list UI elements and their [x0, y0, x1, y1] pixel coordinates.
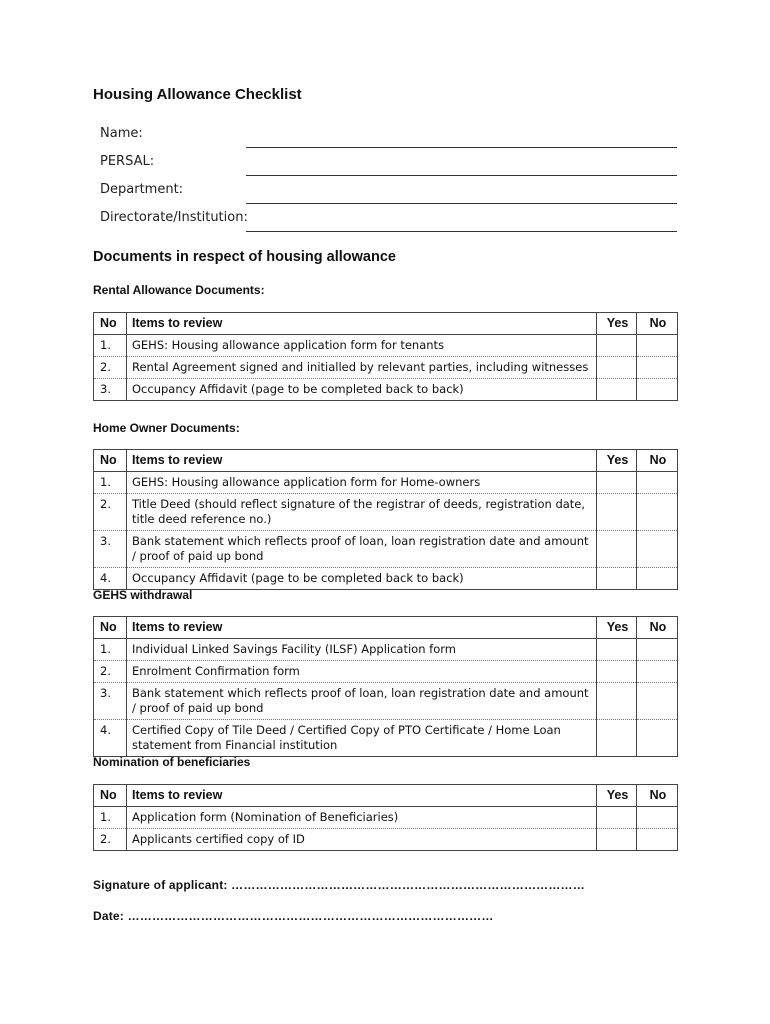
col-items-header: Items to review: [127, 450, 597, 472]
yes-checkbox-cell[interactable]: [597, 661, 637, 683]
yes-checkbox-cell[interactable]: [597, 494, 637, 531]
table-row: [94, 683, 678, 720]
row-item: Bank statement which reflects proof of loan, loan registration date and amount / proof of paid up bond: [127, 531, 597, 568]
department-label: Department:: [100, 182, 184, 197]
no-checkbox-cell[interactable]: [637, 379, 678, 401]
table-row: [94, 829, 678, 851]
table-row: [94, 357, 678, 379]
row-item: Certified Copy of Tile Deed / Certified Copy of PTO Certificate / Home Loan statement from Financial institution: [127, 720, 597, 757]
row-item: GEHS: Housing allowance application form for Home-owners: [127, 472, 597, 494]
gehs-table: [93, 616, 678, 757]
yes-checkbox-cell[interactable]: [597, 531, 637, 568]
table-row: [94, 379, 678, 401]
row-number: 3.: [94, 683, 127, 720]
row-number: 1.: [94, 472, 127, 494]
col-no-header: No: [94, 450, 127, 472]
row-number: 1.: [94, 807, 127, 829]
yes-checkbox-cell[interactable]: [597, 720, 637, 757]
no-checkbox-cell[interactable]: [637, 829, 678, 851]
signature-line[interactable]: [93, 878, 585, 892]
row-number: 2.: [94, 494, 127, 531]
col-yes-header: Yes: [597, 450, 637, 472]
row-number: 3.: [94, 531, 127, 568]
yes-checkbox-cell[interactable]: [597, 472, 637, 494]
yes-checkbox-cell[interactable]: [597, 683, 637, 720]
table-row: [94, 568, 678, 590]
yes-checkbox-cell[interactable]: [597, 807, 637, 829]
row-number: 2.: [94, 661, 127, 683]
yes-checkbox-cell[interactable]: [597, 829, 637, 851]
row-item: Enrolment Confirmation form: [127, 661, 597, 683]
rental-table: [93, 312, 678, 401]
col-items-header: Items to review: [127, 313, 597, 335]
row-item: Occupancy Affidavit (page to be completed back to back): [127, 379, 597, 401]
page-title: Housing Allowance Checklist: [93, 86, 302, 103]
name-label: Name:: [100, 126, 143, 141]
col-yes-header: Yes: [597, 617, 637, 639]
yes-checkbox-cell[interactable]: [597, 379, 637, 401]
table-row: [94, 720, 678, 757]
row-number: 4.: [94, 568, 127, 590]
row-item: Occupancy Affidavit (page to be completed back to back): [127, 568, 597, 590]
nomination-heading: Nomination of beneficiaries: [93, 755, 251, 769]
no-checkbox-cell[interactable]: [637, 807, 678, 829]
row-number: 1.: [94, 335, 127, 357]
row-item: Individual Linked Savings Facility (ILSF) Application form: [127, 639, 597, 661]
date-label: Date:: [93, 909, 125, 923]
home-owner-table: [93, 449, 678, 590]
date-line[interactable]: [93, 909, 494, 923]
persal-label: PERSAL:: [100, 154, 155, 169]
col-no-header: No: [94, 785, 127, 807]
col-no-answer-header: No: [637, 450, 678, 472]
row-number: 3.: [94, 379, 127, 401]
no-checkbox-cell[interactable]: [637, 357, 678, 379]
yes-checkbox-cell[interactable]: [597, 568, 637, 590]
col-yes-header: Yes: [597, 313, 637, 335]
table-row: [94, 335, 678, 357]
row-item: Title Deed (should reflect signature of the registrar of deeds, registration date, title deed reference no.): [127, 494, 597, 531]
row-number: 2.: [94, 357, 127, 379]
col-no-answer-header: No: [637, 785, 678, 807]
col-yes-header: Yes: [597, 785, 637, 807]
no-checkbox-cell[interactable]: [637, 639, 678, 661]
table-header-row: [94, 785, 678, 807]
table-row: [94, 807, 678, 829]
gehs-heading: GEHS withdrawal: [93, 588, 193, 602]
no-checkbox-cell[interactable]: [637, 568, 678, 590]
yes-checkbox-cell[interactable]: [597, 357, 637, 379]
table-row: [94, 472, 678, 494]
table-row: [94, 494, 678, 531]
no-checkbox-cell[interactable]: [637, 531, 678, 568]
col-no-answer-header: No: [637, 313, 678, 335]
yes-checkbox-cell[interactable]: [597, 639, 637, 661]
col-no-answer-header: No: [637, 617, 678, 639]
table-header-row: [94, 313, 678, 335]
home-owner-heading: Home Owner Documents:: [93, 421, 240, 435]
table-row: [94, 661, 678, 683]
signature-label: Signature of applicant:: [93, 878, 228, 892]
no-checkbox-cell[interactable]: [637, 472, 678, 494]
rental-heading: Rental Allowance Documents:: [93, 283, 265, 297]
table-row: [94, 531, 678, 568]
no-checkbox-cell[interactable]: [637, 683, 678, 720]
row-item: Bank statement which reflects proof of loan, loan registration date and amount / proof of paid up bond: [127, 683, 597, 720]
table-row: [94, 639, 678, 661]
name-field-line[interactable]: [246, 147, 677, 148]
col-items-header: Items to review: [127, 785, 597, 807]
row-number: 2.: [94, 829, 127, 851]
row-item: Application form (Nomination of Beneficiaries): [127, 807, 597, 829]
directorate-field-line[interactable]: [246, 231, 677, 232]
persal-field-line[interactable]: [246, 175, 677, 176]
row-item: Applicants certified copy of ID: [127, 829, 597, 851]
col-items-header: Items to review: [127, 617, 597, 639]
col-no-header: No: [94, 313, 127, 335]
row-item: GEHS: Housing allowance application form for tenants: [127, 335, 597, 357]
no-checkbox-cell[interactable]: [637, 335, 678, 357]
section-title: Documents in respect of housing allowance: [93, 249, 396, 265]
no-checkbox-cell[interactable]: [637, 494, 678, 531]
row-item: Rental Agreement signed and initialled by relevant parties, including witnesses: [127, 357, 597, 379]
yes-checkbox-cell[interactable]: [597, 335, 637, 357]
signature-dots: ……………………………………………………………………………: [231, 878, 585, 892]
table-header-row: [94, 617, 678, 639]
row-number: 4.: [94, 720, 127, 757]
col-no-header: No: [94, 617, 127, 639]
date-dots: ………………………………………………………………………………: [127, 909, 494, 923]
directorate-label: Directorate/Institution:: [100, 210, 248, 225]
table-header-row: [94, 450, 678, 472]
no-checkbox-cell[interactable]: [637, 720, 678, 757]
department-field-line[interactable]: [246, 203, 677, 204]
nomination-table: [93, 784, 678, 851]
row-number: 1.: [94, 639, 127, 661]
no-checkbox-cell[interactable]: [637, 661, 678, 683]
